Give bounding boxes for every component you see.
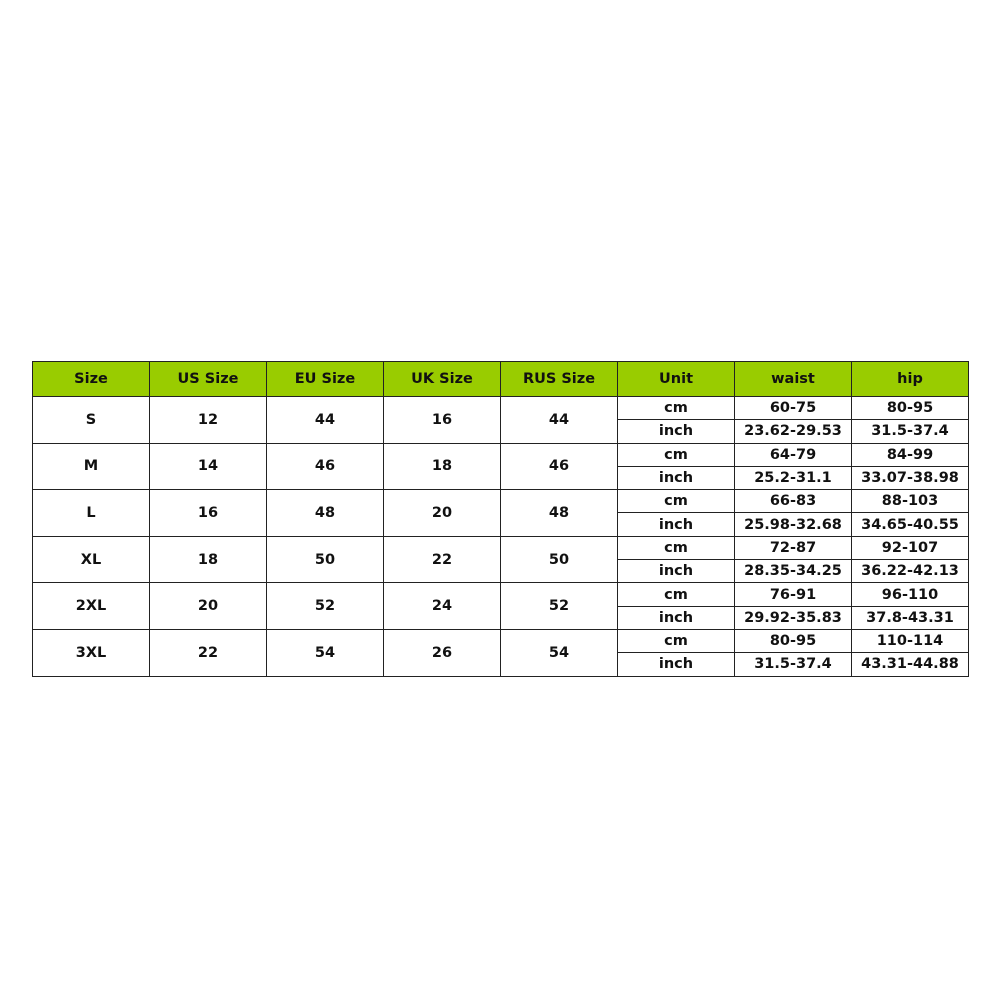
cell-waist: 72-87 xyxy=(735,536,852,559)
table-row xyxy=(33,583,969,606)
cell-rus: 54 xyxy=(501,629,618,676)
header-size: Size xyxy=(33,362,150,397)
cell-hip: 34.65-40.55 xyxy=(852,513,969,536)
cell-size: 2XL xyxy=(33,583,150,630)
cell-eu: 54 xyxy=(267,629,384,676)
cell-unit: cm xyxy=(618,490,735,513)
cell-hip: 88-103 xyxy=(852,490,969,513)
cell-unit: inch xyxy=(618,513,735,536)
cell-waist: 76-91 xyxy=(735,583,852,606)
cell-hip: 37.8-43.31 xyxy=(852,606,969,629)
cell-waist: 28.35-34.25 xyxy=(735,560,852,583)
cell-us: 16 xyxy=(150,490,267,537)
cell-rus: 52 xyxy=(501,583,618,630)
table-row xyxy=(33,443,969,466)
cell-hip: 31.5-37.4 xyxy=(852,420,969,443)
cell-hip: 36.22-42.13 xyxy=(852,560,969,583)
cell-unit: cm xyxy=(618,583,735,606)
cell-size: M xyxy=(33,443,150,490)
cell-unit: inch xyxy=(618,606,735,629)
cell-waist: 31.5-37.4 xyxy=(735,653,852,676)
cell-rus: 48 xyxy=(501,490,618,537)
header-rus-size: RUS Size xyxy=(501,362,618,397)
cell-unit: inch xyxy=(618,560,735,583)
cell-waist: 23.62-29.53 xyxy=(735,420,852,443)
cell-hip: 84-99 xyxy=(852,443,969,466)
cell-hip: 80-95 xyxy=(852,397,969,420)
cell-eu: 52 xyxy=(267,583,384,630)
cell-uk: 22 xyxy=(384,536,501,583)
cell-size: XL xyxy=(33,536,150,583)
header-uk-size: UK Size xyxy=(384,362,501,397)
cell-size: L xyxy=(33,490,150,537)
cell-waist: 66-83 xyxy=(735,490,852,513)
cell-us: 18 xyxy=(150,536,267,583)
cell-us: 20 xyxy=(150,583,267,630)
table-row xyxy=(33,629,969,652)
cell-us: 22 xyxy=(150,629,267,676)
cell-waist: 25.98-32.68 xyxy=(735,513,852,536)
cell-unit: cm xyxy=(618,536,735,559)
cell-size: 3XL xyxy=(33,629,150,676)
cell-rus: 46 xyxy=(501,443,618,490)
cell-uk: 26 xyxy=(384,629,501,676)
cell-eu: 48 xyxy=(267,490,384,537)
cell-eu: 46 xyxy=(267,443,384,490)
header-row xyxy=(33,362,969,397)
cell-hip: 96-110 xyxy=(852,583,969,606)
cell-unit: cm xyxy=(618,629,735,652)
cell-unit: inch xyxy=(618,420,735,443)
cell-unit: inch xyxy=(618,653,735,676)
header-hip: hip xyxy=(852,362,969,397)
cell-waist: 29.92-35.83 xyxy=(735,606,852,629)
cell-us: 12 xyxy=(150,397,267,444)
cell-hip: 110-114 xyxy=(852,629,969,652)
cell-us: 14 xyxy=(150,443,267,490)
cell-unit: inch xyxy=(618,466,735,489)
header-eu-size: EU Size xyxy=(267,362,384,397)
cell-hip: 33.07-38.98 xyxy=(852,466,969,489)
size-chart-table xyxy=(32,361,969,677)
header-us-size: US Size xyxy=(150,362,267,397)
cell-uk: 20 xyxy=(384,490,501,537)
cell-eu: 44 xyxy=(267,397,384,444)
cell-waist: 80-95 xyxy=(735,629,852,652)
cell-hip: 92-107 xyxy=(852,536,969,559)
cell-uk: 18 xyxy=(384,443,501,490)
cell-waist: 64-79 xyxy=(735,443,852,466)
cell-hip: 43.31-44.88 xyxy=(852,653,969,676)
header-waist: waist xyxy=(735,362,852,397)
cell-uk: 16 xyxy=(384,397,501,444)
cell-rus: 44 xyxy=(501,397,618,444)
table-row xyxy=(33,397,969,420)
cell-uk: 24 xyxy=(384,583,501,630)
table-row xyxy=(33,536,969,559)
cell-size: S xyxy=(33,397,150,444)
cell-rus: 50 xyxy=(501,536,618,583)
cell-unit: cm xyxy=(618,443,735,466)
cell-waist: 25.2-31.1 xyxy=(735,466,852,489)
header-unit: Unit xyxy=(618,362,735,397)
cell-eu: 50 xyxy=(267,536,384,583)
cell-waist: 60-75 xyxy=(735,397,852,420)
table-row xyxy=(33,490,969,513)
cell-unit: cm xyxy=(618,397,735,420)
